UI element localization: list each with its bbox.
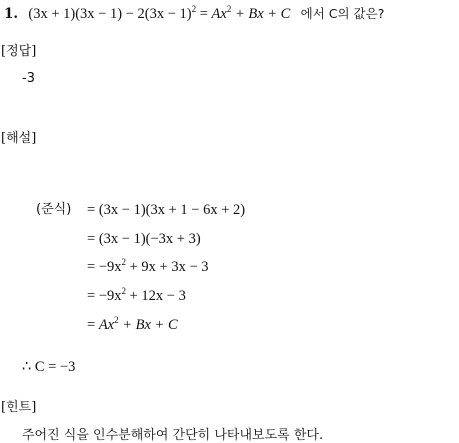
solution-row-2: [87, 230, 201, 248]
question-rhs-exponent: 2: [226, 4, 232, 14]
question-expr-prefix: (3x + 1)(3x − 1) − 2(3x − 1): [28, 6, 192, 22]
solution-row-eq: =: [87, 288, 96, 304]
question-number: 1.: [4, 6, 19, 22]
solution-row-sup: 2: [121, 286, 126, 296]
solution-row-text: (3x − 1)(−3x + 3): [98, 231, 201, 247]
question-suffix: 에서 C의 값은?: [300, 6, 385, 21]
solution-row-eq: =: [87, 231, 96, 247]
solution-conclusion: ∴ C = −3: [22, 359, 76, 375]
hint-label: [힌트]: [1, 400, 37, 415]
question-line: [4, 4, 384, 24]
solution-row-after: + Bx + C: [118, 317, 178, 333]
solution-lhs-label: (준식): [36, 202, 72, 217]
question-rhs-a: Ax: [211, 6, 227, 22]
question-rhs-rest: + Bx + C: [231, 6, 291, 22]
hint-text: 주어진 식을 인수분해하여 간단히 나타내보도록 한다.: [22, 428, 324, 443]
solution-row-1: [87, 201, 245, 219]
solution-row-eq: =: [87, 317, 96, 333]
solution-row-eq: =: [87, 202, 96, 218]
solution-row-sup: 2: [121, 257, 126, 267]
solution-row-5: [87, 316, 178, 334]
solution-row-sup: 2: [114, 315, 119, 325]
answer-value: -3: [22, 71, 35, 86]
question-expression: [28, 6, 290, 22]
solution-row-text: Ax: [98, 317, 115, 333]
solution-row-eq: =: [87, 259, 96, 275]
answer-label: [정답]: [1, 44, 37, 59]
solution-row-text: −9x: [98, 259, 122, 275]
solution-row-text: (3x − 1)(3x + 1 − 6x + 2): [98, 202, 246, 218]
solution-label: [해설]: [1, 131, 37, 146]
solution-row-3: [87, 258, 209, 276]
solution-row-after: + 9x + 3x − 3: [126, 259, 209, 275]
solution-row-4: [87, 287, 186, 305]
question-eq-sign: =: [196, 6, 212, 22]
solution-row-after: + 12x − 3: [126, 288, 186, 304]
question-exponent: 2: [191, 4, 197, 14]
solution-row-text: −9x: [98, 288, 122, 304]
